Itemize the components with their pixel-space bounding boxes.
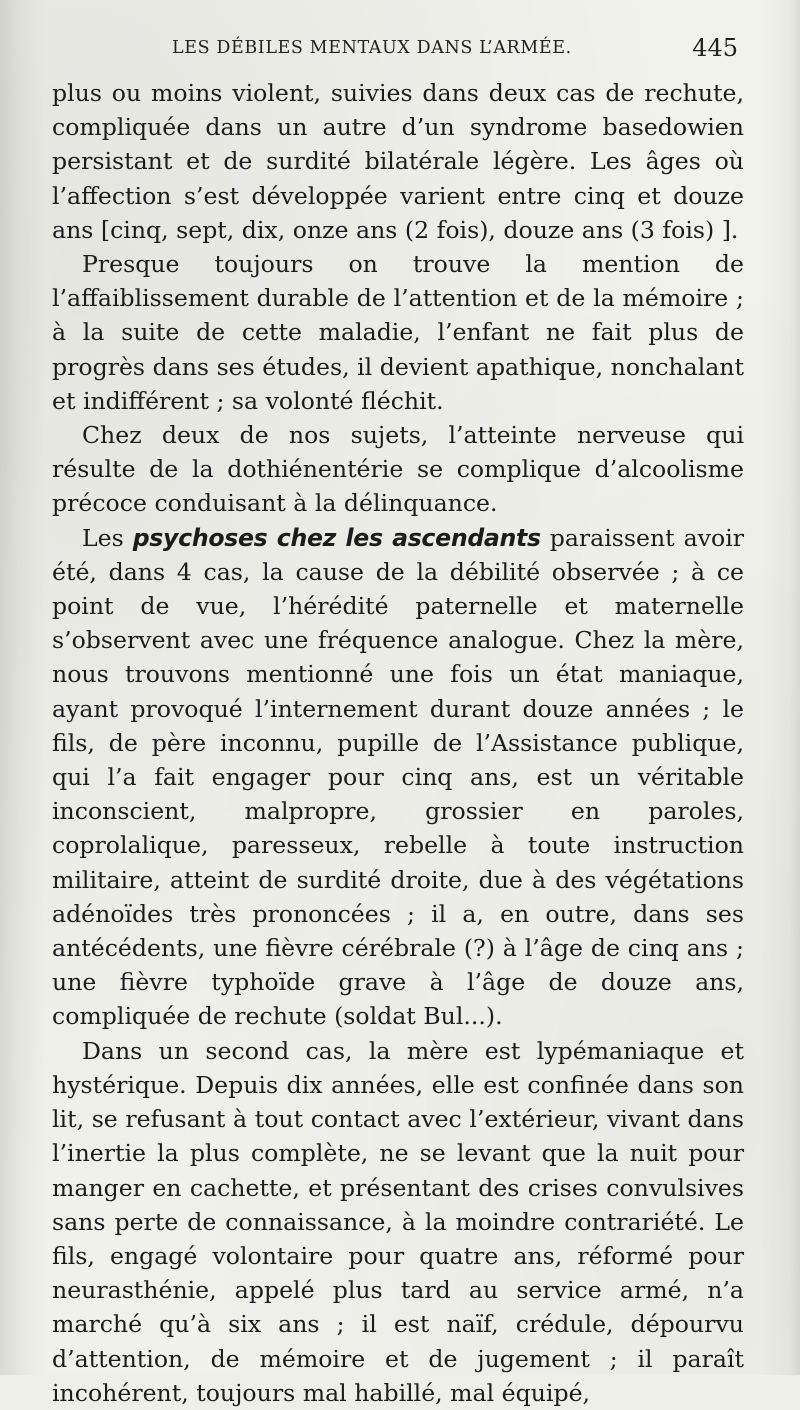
paragraph-psychoses-ascendants [52, 521, 744, 1034]
page-number: 445 [692, 34, 738, 62]
paragraph-continuation: plus ou moins violent, suivies dans deux cas de rechute, compliquée dans un autre d’un syndrome basedowien persistant et de surdité bilatérale légère. Les âges où l’affection s’est développée varient entre cinq et douze ans [cinq, sept, dix, onze ans (2 fois), douze ans (3 fois) ]. [52, 79, 744, 244]
paragraph-second-case: Dans un second cas, la mère est lypémaniaque et hystérique. Depuis dix années, elle est confinée dans son lit, se refusant à tout contact avec l’extérieur, vivant dans l’inertie la plus complète, ne se levant que la nuit pour manger en cachette, et présentant des crises convulsives sans perte de connaissance, à la moindre contrariété. Le fils, engagé volontaire pour quatre ans, réformé pour neurasthénie, appelé plus tard au service armé, n’a marché qu’à six ans ; il est naïf, crédule, dépourvu d’attention, de mémoire et de jugement ; il paraît incohérent, toujours mal habillé, mal équipé, [52, 1036, 744, 1407]
running-head: LES DÉBILES MENTAUX DANS L’ARMÉE. [172, 38, 572, 58]
paragraph-lead-in: Les [82, 523, 124, 552]
body-text [52, 76, 744, 1410]
page-header [0, 34, 800, 74]
paragraph-attention-memory: Presque toujours on trouve la mention de l’affaiblissement durable de l’attention et de la mémoire ; à la suite de cette maladie, l’enfant ne fait plus de progrès dans ses études, il devient apathique, nonchalant et indifférent ; sa volonté fléchit. [52, 250, 744, 415]
emphasized-term: psychoses chez les ascendants [132, 523, 541, 552]
paragraph-body: paraissent avoir été, dans 4 cas, la cause de la débilité observée ; à ce point de vue, l’hérédité paternelle et maternelle s’observent avec une fréquence analogue. Chez la mère, nous trouvons mentionné une fois un état maniaque, ayant provoqué l’internement durant douze années ; le fils, de père inconnu, pupille de l’Assistance publique, qui l’a fait engager pour cinq ans, est un véritable inconscient, malpropre, grossier en paroles, coprolalique, paresseux, rebelle à toute instruction militaire, atteint de surdité droite, due à des végétations adénoïdes très prononcées ; il a, en outre, dans ses antécédents, une fièvre cérébrale (?) à l’âge de cinq ans ; une fièvre typhoïde grave à l’âge de douze ans, compliquée de rechute (soldat Bul...). [52, 523, 745, 1031]
paragraph-alcoholism: Chez deux de nos sujets, l’atteinte nerveuse qui résulte de la dothiénentérie se complique d’alcoolisme précoce conduisant à la délinquance. [52, 421, 744, 518]
